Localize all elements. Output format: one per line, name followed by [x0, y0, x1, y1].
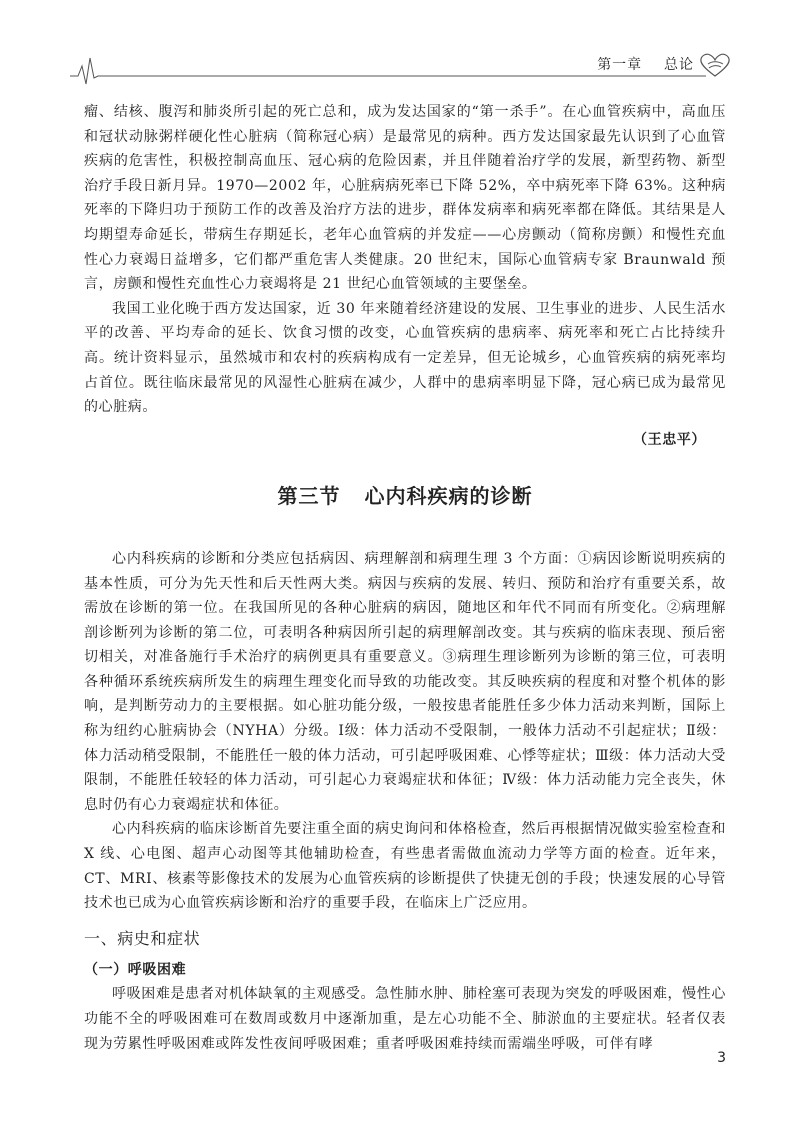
body-paragraph: 心内科疾病的临床诊断首先要注重全面的病史询问和体格检查，然后再根据情况做实验室检查和 X 线、心电图、超声心动图等其他辅助检查，有些患者需做血流动力学等方面的检查。近年来，CT、MRI、核素等影像技术的发展为心血管疾病的诊断提供了快捷无创的手段；快速发展的心导管技术也已成为心血管疾病诊断和治疗的重要手段，在临床上广泛应用。 [84, 821, 726, 912]
page-number: 3 [717, 1050, 726, 1066]
page-content [84, 100, 726, 1056]
section-title: 心内科疾病的诊断 [364, 484, 533, 509]
body-paragraph: 呼吸困难是患者对机体缺氧的主观感受。急性肺水肿、肺栓塞可表现为突发的呼吸困难，慢性心功能不全的呼吸困难可在数周或数月中逐渐加重，是左心功能不全、肺淤血的主要症状。轻者仅表现为劳累性呼吸困难或阵发性夜间呼吸困难；重者呼吸困难持续而需端坐呼吸，可伴有哮 [84, 986, 726, 1052]
section-number: 第三节 [277, 484, 341, 509]
body-paragraph: 心内科疾病的诊断和分类应包括病因、病理解剖和病理生理 3 个方面：①病因诊断说明疾病的基本性质，可分为先天性和后天性两大类。病因与疾病的发展、转归、预防和治疗有重要关系，故需放在诊断的第一位。在我国所见的各种心脏病的病因，随地区和年代不同而有所变化。②病理解剖诊断列为诊断的第二位，可表明各种病因所引起的病理解剖改变。其与疾病的临床表现、预后密切相关，对准备施行手术治疗的病例更具有重要意义。③病理生理诊断列为诊断的第三位，可表明各种循环系统疾病所发生的病理生理变化而导致的功能改变。其反映疾病的程度和对整个机体的影响，是判断劳动力的主要根据。如心脏功能分级，一般按患者能胜任多少体力活动来判断，国际上称为纽约心脏病协会（NYHA）分级。Ⅰ级：体力活动不受限制，一般体力活动不引起症状；Ⅱ级：体力活动稍受限制，不能胜任一般的体力活动，可引起呼吸困难、心悸等症状；Ⅲ级：体力活动大受限制，不能胜任较轻的体力活动，可引起心力衰竭症状和体征；Ⅳ级：体力活动能力完全丧失，休息时仍有心力衰竭症状和体征。 [84, 550, 726, 813]
section-heading [84, 484, 726, 509]
chapter-title: 总论 [664, 57, 694, 73]
chapter-label: 第一章 [597, 57, 643, 73]
running-header [597, 54, 694, 74]
page-header [70, 48, 732, 88]
body-paragraph: 我国工业化晚于西方发达国家，近 30 年来随着经济建设的发展、卫生事业的进步、人民生活水平的改善、平均寿命的延长、饮食习惯的改变，心血管疾病的患病率、病死率和死亡占比持续升高。统计资料显示，虽然城市和农村的疾病构成有一定差异，但无论城乡，心血管疾病的病死率均占首位。既往临床最常见的风湿性心脏病在减少，人群中的患病率明显下降，冠心病已成为最常见的心脏病。 [84, 300, 726, 416]
heart-icon [698, 52, 732, 78]
subsection-heading: 一、病史和症状 [84, 928, 201, 948]
body-paragraph: 瘤、结核、腹泻和肺炎所引起的死亡总和，成为发达国家的“第一杀手”。在心血管疾病中，高血压和冠状动脉粥样硬化性心脏病（简称冠心病）是最常见的病种。西方发达国家最先认识到了心血管疾病的危害性，积极控制高血压、冠心病的危险因素，并且伴随着治疗学的发展，新型药物、新型治疗手段日新月异。1970—2002 年，心脏病病死率已下降 52%，卒中病死率下降 63%。这种病死率的下降归功于预防工作的改善及治疗方法的进步，群体发病率和病死率都在降低。其结果是人均期望寿命延长，带病生存期延长，老年心血管病的并发症——心房颤动（简称房颤）和慢性充血性心力衰竭日益增多，它们都严重危害人类健康。20 世纪末，国际心血管病专家 Braunwald 预言，房颤和慢性充血性心力衰竭将是 21 世纪心血管领域的主要堡垒。 [84, 104, 726, 293]
subsubsection-heading: （一）呼吸困难 [84, 961, 187, 978]
author-credit: （王忠平） [633, 431, 706, 448]
